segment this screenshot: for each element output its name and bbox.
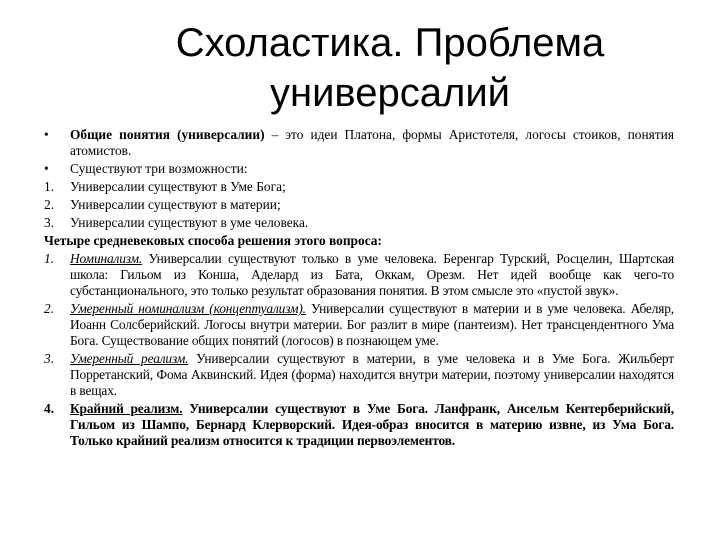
numbered-item-2 bbox=[44, 197, 674, 213]
universals-definition: – это идеи Платона, формы Аристотеля, логосы стоиков, понятия атомистов. bbox=[70, 127, 674, 158]
numbered-item-text: Универсалии существуют в Уме Бога; bbox=[70, 179, 286, 194]
bullet-marker: • bbox=[44, 127, 49, 142]
title-line-1: Схоластика. Проблема bbox=[175, 21, 605, 65]
bullet-item-1 bbox=[44, 127, 674, 159]
moderate-realism-term: Умеренный реализм. bbox=[70, 351, 189, 366]
conceptualism-text: Универсалии существуют в материи и в уме человека. Абеляр, Иоанн Солсберийский. Логосы внутри материи. Бог разлит в мире (пантеизм). Нет трансцендентного Ума Бога. Существование общих понятий (логосов) в познающем уме. bbox=[70, 301, 675, 348]
nominalism-text: Универсалии существуют только в уме человека. Беренгар Турский, Росцелин, Шартская школа: Гильом из Конша, Аделард из Бата, Оккам, Орезм. Нет идей вообще как чего-то субстанционального, это только результат образования понятия. В этом смысле это «пустой звук». bbox=[70, 251, 674, 298]
number-marker: 3. bbox=[44, 351, 55, 366]
number-marker: 2. bbox=[44, 301, 55, 316]
bullet-marker: • bbox=[44, 161, 49, 176]
extreme-realism-term: Крайний реализм. bbox=[70, 401, 183, 416]
way-item-1 bbox=[44, 251, 674, 299]
nominalism-term: Номинализм. bbox=[70, 251, 143, 266]
bullet-item-2 bbox=[44, 161, 674, 177]
number-marker: 1. bbox=[44, 179, 55, 194]
way-item-2 bbox=[44, 301, 674, 349]
extreme-realism-text: Универсалии существуют в Уме Бога. Ланфранк, Ансельм Кентерберийский, Гильом из Шампо, Бернард Клерворский. Идея-образ вносится в материю извне, из Ума Бога. Только крайний реализм относится к традиции первоэлементов. bbox=[70, 401, 674, 448]
number-marker: 3. bbox=[44, 215, 55, 230]
numbered-item-1 bbox=[44, 179, 674, 195]
way-item-4 bbox=[44, 401, 674, 449]
numbered-item-text: Универсалии существуют в материи; bbox=[70, 197, 281, 212]
number-marker: 1. bbox=[44, 251, 55, 266]
moderate-realism-text: Универсалии существуют в материи, в уме человека и в Уме Бога. Жильберт Порретанский, Фома Аквинский. Идея (форма) находится внутри материи, поэтому универсалии находятся в вещах. bbox=[70, 351, 674, 398]
number-marker: 4. bbox=[44, 401, 55, 416]
slide-title bbox=[40, 18, 680, 118]
conceptualism-term: Умеренный номинализм (концептуализм). bbox=[70, 301, 306, 316]
numbered-item-text: Универсалии существуют в уме человека. bbox=[70, 215, 309, 230]
section-heading: Четыре средневековых способа решения этого вопроса: bbox=[44, 233, 382, 248]
universals-term: Общие понятия (универсалии) bbox=[70, 127, 265, 142]
title-line-2: универсалий bbox=[270, 71, 510, 115]
possibilities-text: Существуют три возможности: bbox=[70, 161, 248, 176]
slide-body bbox=[44, 127, 674, 451]
number-marker: 2. bbox=[44, 197, 55, 212]
numbered-item-3 bbox=[44, 215, 674, 231]
way-item-3 bbox=[44, 351, 674, 399]
